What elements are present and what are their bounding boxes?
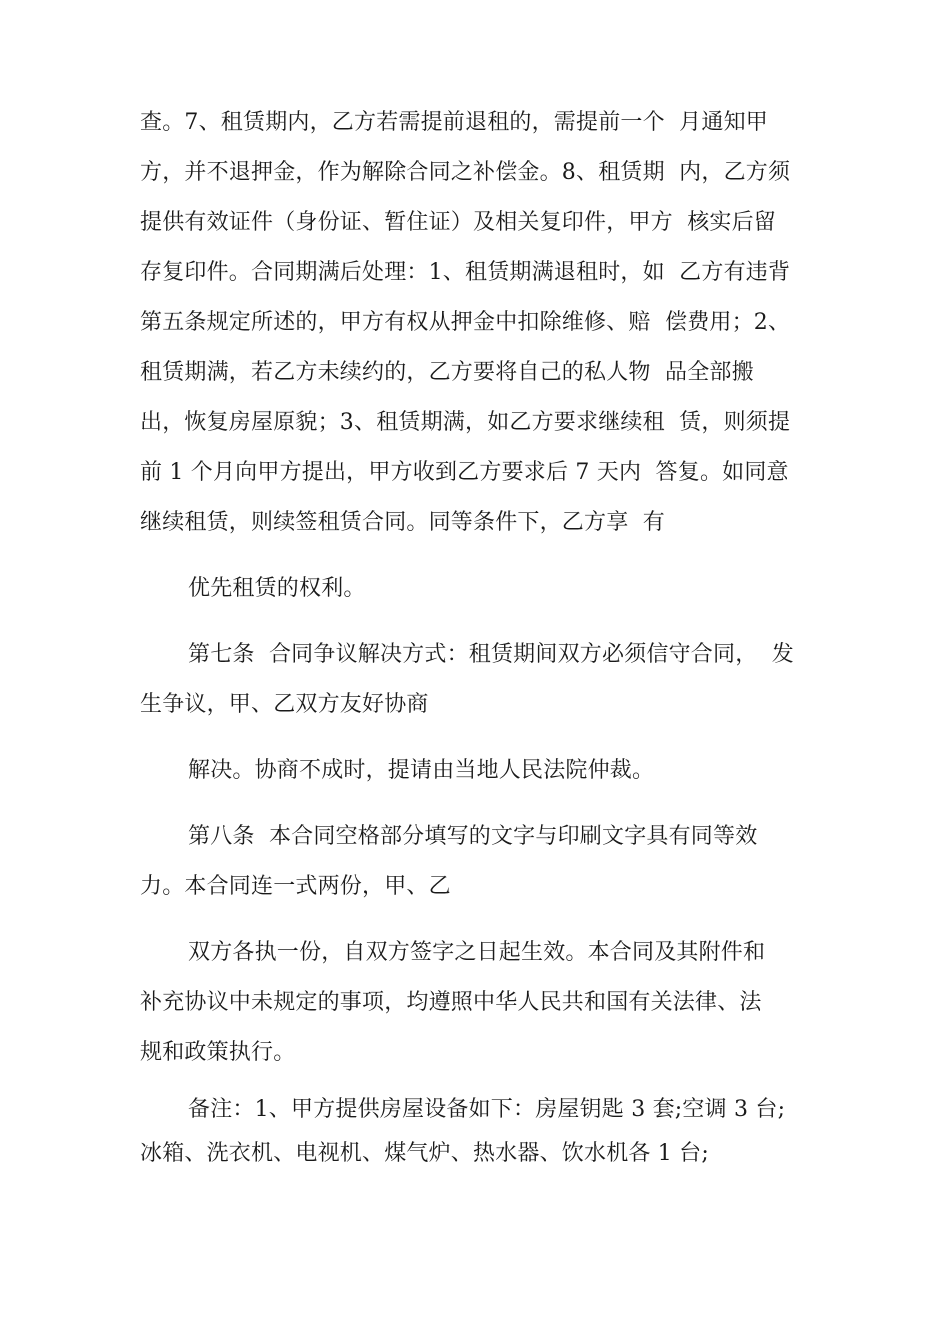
text-line: 方，并不退押金，作为解除合同之补偿金。8、租赁期 内，乙方须 bbox=[140, 160, 791, 185]
text-line: 出，恢复房屋原貌；3、租赁期满，如乙方要求继续租 赁，则须提 bbox=[140, 410, 791, 435]
text-line: 前 1 个月向甲方提出，甲方收到乙方要求后 7 天内 答复。如同意 bbox=[140, 460, 789, 485]
text-line: 存复印件。合同期满后处理：1、租赁期满退租时，如 乙方有违背 bbox=[140, 260, 791, 285]
text-line: 补充协议中未规定的事项，均遵照中华人民共和国有关法律、法 bbox=[140, 990, 762, 1015]
text-line: 查。7、租赁期内，乙方若需提前退租的，需提前一个 月通知甲 bbox=[140, 110, 768, 135]
text-line: 生争议，甲、乙双方友好协商 bbox=[140, 692, 429, 717]
article-8-heading-line: 第八条 本合同空格部分填写的文字与印刷文字具有同等效 bbox=[188, 824, 758, 849]
text-line: 双方各执一份，自双方签字之日起生效。本合同及其附件和 bbox=[188, 940, 766, 965]
text-line: 规和政策执行。 bbox=[140, 1040, 296, 1065]
article-7-heading-line: 第七条 合同争议解决方式：租赁期间双方必须信守合同， 发 bbox=[188, 642, 794, 667]
text-line: 提供有效证件（身份证、暂住证）及相关复印件，甲方 核实后留 bbox=[140, 210, 776, 235]
text-line: 力。本合同连一式两份，甲、乙 bbox=[140, 874, 451, 899]
remarks-line: 备注：1、甲方提供房屋设备如下：房屋钥匙 3 套;空调 3 台; bbox=[188, 1097, 786, 1122]
text-line: 继续租赁，则续签租赁合同。同等条件下，乙方享 有 bbox=[140, 510, 665, 535]
text-line: 优先租赁的权利。 bbox=[188, 576, 366, 601]
text-line: 租赁期满，若乙方未续约的，乙方要将自己的私人物 品全部搬 bbox=[140, 360, 754, 385]
text-line: 第五条规定所述的，甲方有权从押金中扣除维修、赔 偿费用；2、 bbox=[140, 310, 791, 335]
text-line: 解决。协商不成时，提请由当地人民法院仲裁。 bbox=[188, 758, 655, 783]
text-line: 冰箱、洗衣机、电视机、煤气炉、热水器、饮水机各 1 台; bbox=[140, 1141, 709, 1166]
